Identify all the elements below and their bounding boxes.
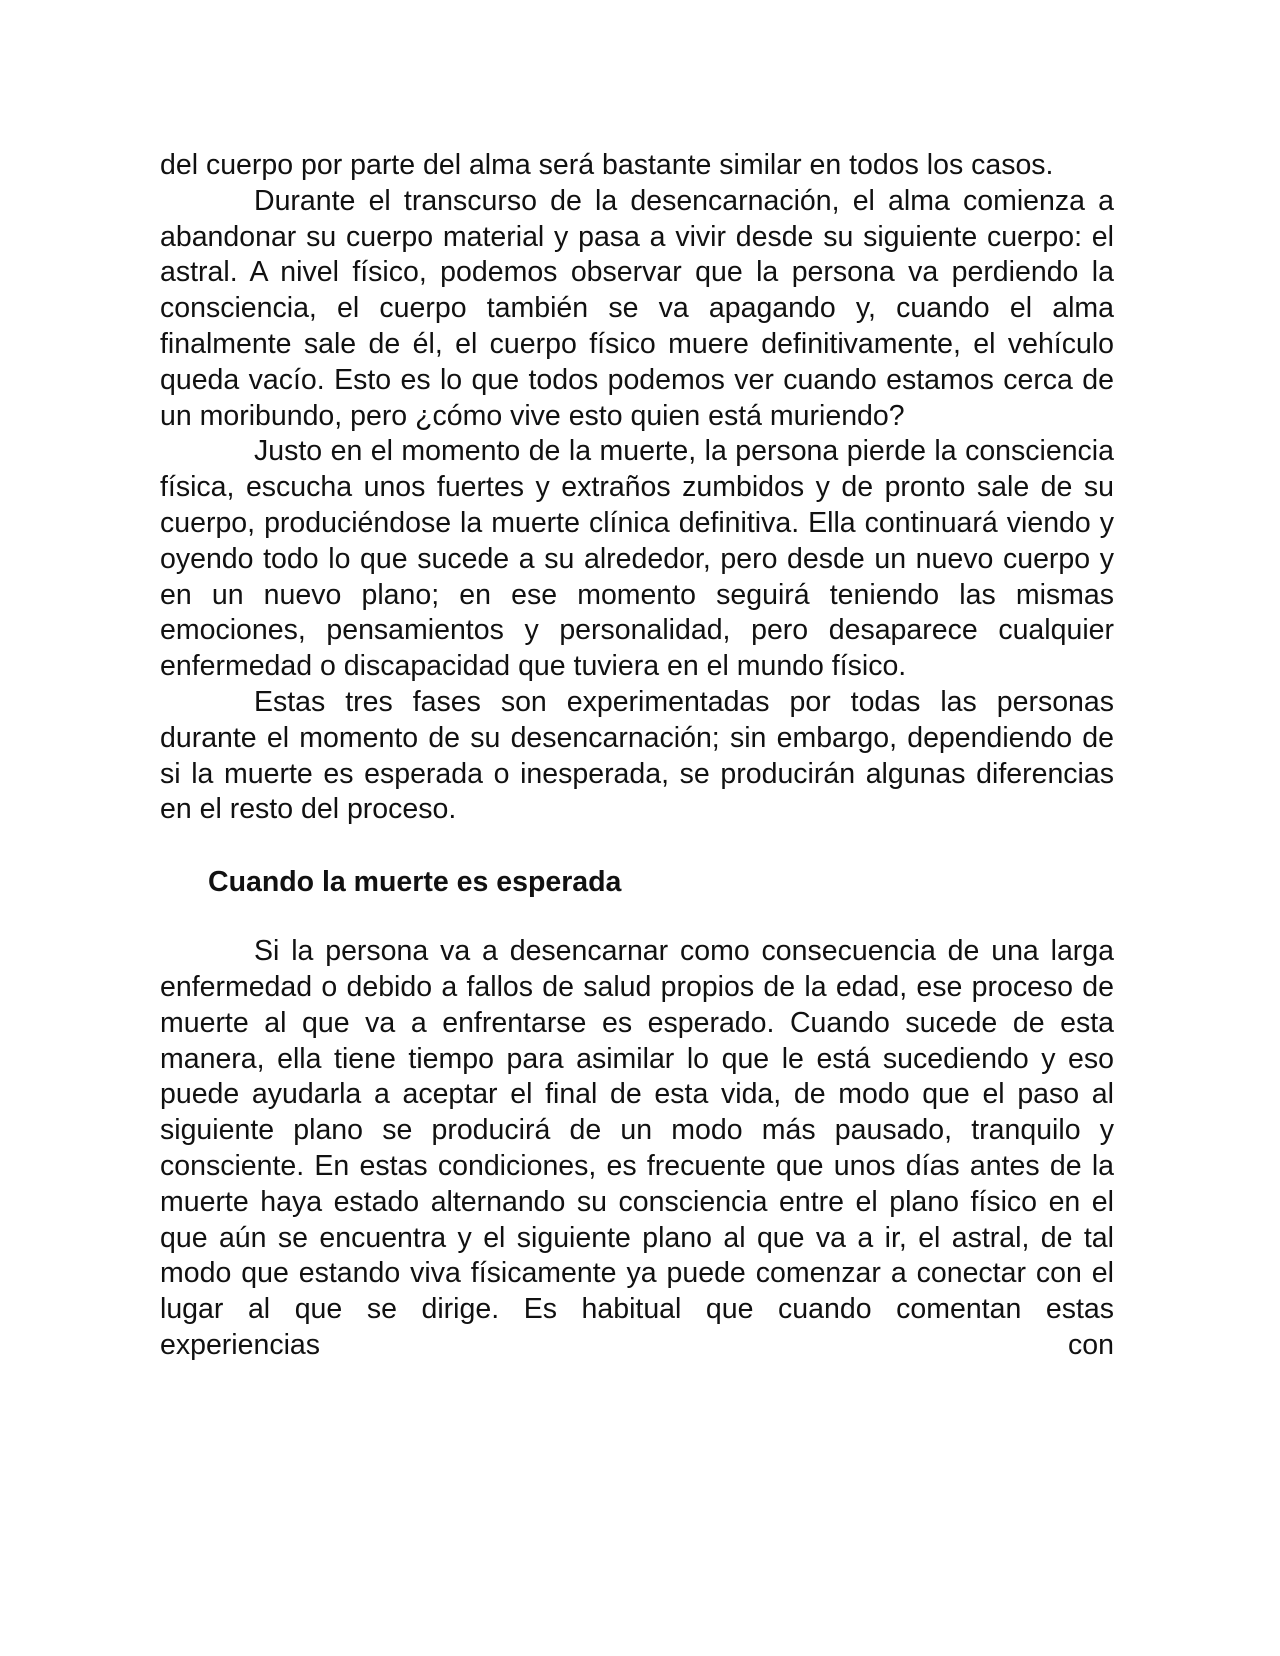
paragraph-desencarnacion: Durante el transcurso de la desencarnación, el alma comienza a abandonar su cuerpo material y pasa a vivir desde su siguiente cuerpo: el astral. A nivel físico, podemos observar que la persona va perdiendo la consciencia, el cuerpo también se va apagando y, cuando el alma finalmente sale de él, el cuerpo físico muere definitivamente, el vehículo queda vacío. Esto es lo que todos podemos ver cuando estamos cerca de un moribundo, pero ¿cómo vive esto quien está muriendo? [160,184,1114,432]
paragraph-muerte-esperada: Si la persona va a desencarnar como consecuencia de una larga enfermedad o debido a fallos de salud propios de la edad, ese proceso de muerte al que va a enfrentarse es esperado. Cuando sucede de esta manera, ella tiene tiempo para asimilar lo que le está sucediendo y eso puede ayudarla a aceptar el final de esta vida, de modo que el paso al siguiente plano se producirá de un modo más pausado, tranquilo y consciente. En estas condiciones, es frecuente que unos días antes de la muerte haya estado alternando su consciencia entre el plano físico en el que aún se encuentra y el siguiente plano al que va a ir, el astral, de tal modo que estando viva físicamente ya puede comenzar a conectar con el lugar al que se dirige. Es habitual que cuando comentan estas experiencias con [160,935,1114,1361]
document-page [160,148,1114,1364]
paragraph-momento-muerte: Justo en el momento de la muerte, la persona pierde la consciencia física, escucha unos fuertes y extraños zumbidos y de pronto sale de su cuerpo, produciéndose la muerte clínica definitiva. Ella continuará viendo y oyendo todo lo que sucede a su alrededor, pero desde un nuevo cuerpo y en un nuevo plano; en ese momento seguirá teniendo las mismas emociones, pensamientos y personalidad, pero desaparece cualquier enfermedad o discapacidad que tuviera en el mundo físico. [160,435,1114,683]
paragraph-continuation: del cuerpo por parte del alma será bastante similar en todos los casos. [160,149,1054,181]
section-heading: Cuando la muerte es esperada [208,866,622,899]
paragraph-tres-fases: Estas tres fases son experimentadas por todas las personas durante el momento de su desencarnación; sin embargo, dependiendo de si la muerte es esperada o inesperada, se producirán algunas diferencias en el resto del proceso. [160,685,1114,826]
